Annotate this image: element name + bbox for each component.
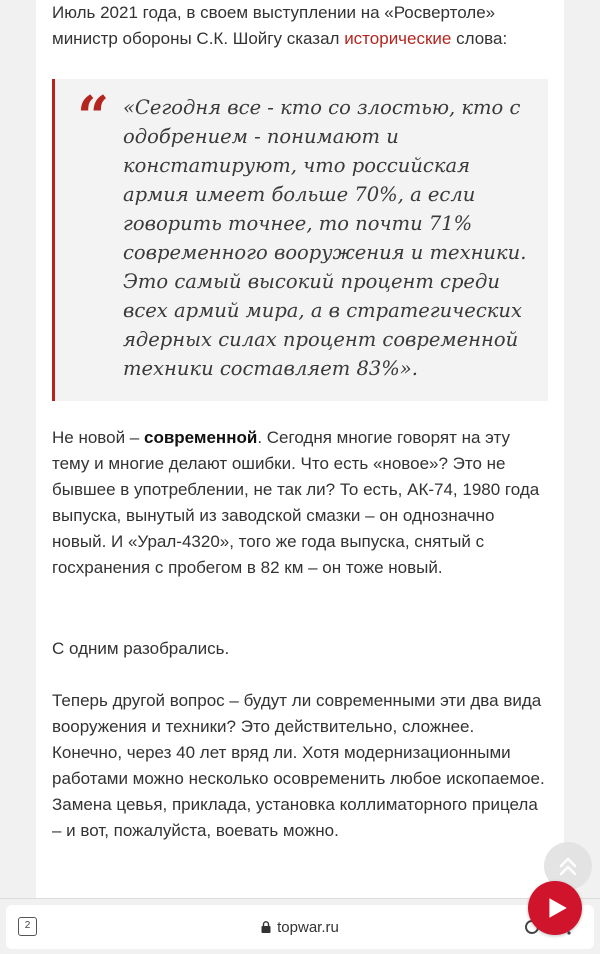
play-icon (544, 895, 570, 921)
play-audio-button[interactable] (528, 881, 582, 935)
p1-bold-word: современной (144, 428, 258, 447)
paragraph-modern (52, 425, 548, 581)
intro-text-start: Июль 2021 года, в своем выступлении на «Росвертоле» министр обороны С.К. Шойгу сказал (52, 3, 496, 48)
url-text: topwar.ru (277, 918, 339, 936)
intro-paragraph (52, 0, 548, 52)
address-bar[interactable] (6, 905, 594, 949)
quote-block (52, 79, 548, 401)
p1-text-start: Не новой – (52, 428, 144, 447)
quote-mark-icon: “ (77, 84, 110, 150)
intro-text-end: слова: (451, 29, 508, 48)
tab-switcher-button[interactable]: 2 (18, 917, 37, 936)
paragraph-second-question: Теперь другой вопрос – будут ли современными эти два вида вооружения и техники? Это действительно, сложнее. Конечно, через 40 лет вряд ли. Хотя модернизационными работами можно несколько осовременить любое ископаемое. Замена цевья, приклада, установка коллиматорного прицела – и вот, пожалуйста, воевать можно. (52, 691, 545, 840)
p1-text-end: . Сегодня многие говорят на эту тему и многие делают ошибки. Что есть «новое»? Это не бывшее в употреблении, не так ли? То есть, АК-74, 1980 года выпуска, вынутый из заводской смазки – он однозначно новый. И «Урал-4320», того же года выпуска, снятый с госхранения с пробегом в 82 км – он тоже новый. (52, 428, 540, 577)
quote-text: «Сегодня все - кто со злостью, кто с одобрением - понимают и констатируют, что российская армия имеет больше 70%, а если говорить точнее, то почти 71% современного вооружения и техники. Это самый высокий процент среди всех армий мира, а в стратегических ядерных силах процент современной техники составляет 83%». (123, 96, 527, 380)
historic-words-link[interactable]: исторические (344, 29, 452, 48)
url-display[interactable] (6, 905, 594, 949)
browser-bottom-bar (0, 898, 600, 954)
paragraph-one-settled: С одним разобрались. (52, 639, 230, 658)
double-chevron-up-icon (556, 854, 580, 878)
lock-icon (261, 921, 271, 933)
